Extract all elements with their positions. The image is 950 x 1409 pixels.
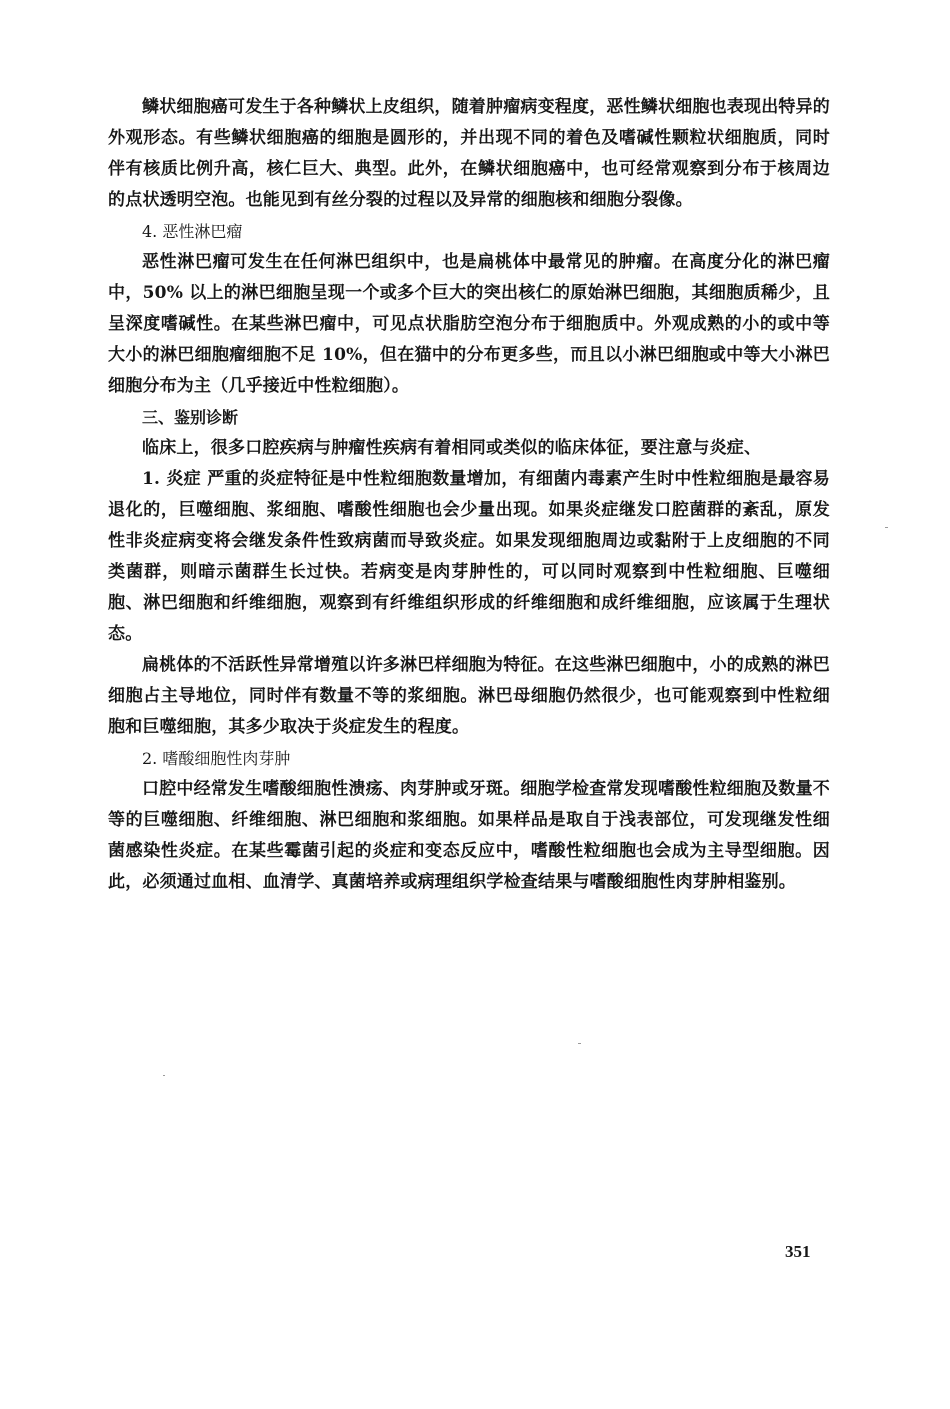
body-text [108, 92, 830, 898]
heading-malignant-lymphoma: 4. 恶性淋巴瘤 [142, 222, 243, 241]
paragraph-malignant-lymphoma: 恶性淋巴瘤可发生在任何淋巴组织中，也是扁桃体中最常见的肿瘤。在高度分化的淋巴瘤中，50% 以上的淋巴细胞呈现一个或多个巨大的突出核仁的原始淋巴细胞，其细胞质稀少，且呈深度嗜碱性。在某些淋巴瘤中，可见点状脂肪空泡分布于细胞质中。外观成熟的小的或中等大小的淋巴细胞瘤细胞不足 10%，但在猫中的分布更多些，而且以小淋巴细胞或中等大小淋巴细胞分布为主（几乎接近中性粒细胞）。 [108, 252, 830, 396]
paragraph-eosinophilic-granuloma: 口腔中经常发生嗜酸细胞性溃疡、肉芽肿或牙斑。细胞学检查常发现嗜酸性粒细胞及数量不等的巨噬细胞、纤维细胞、淋巴细胞和浆细胞。如果样品是取自于浅表部位，可发现继发性细菌感染性炎症。在某些霉菌引起的炎症和变态反应中，嗜酸性粒细胞也会成为主导型细胞。因此，必须通过血相、血清学、真菌培养或病理组织学检查结果与嗜酸细胞性肉芽肿相鉴别。 [108, 779, 830, 892]
scan-speck [885, 527, 888, 528]
scan-speck [578, 1043, 581, 1044]
heading-differential-diagnosis: 三、鉴别诊断 [142, 408, 239, 427]
paragraph-inflammation: 1. 炎症 严重的炎症特征是中性粒细胞数量增加，有细菌内毒素产生时中性粒细胞是最容易退化的，巨噬细胞、浆细胞、嗜酸性细胞也会少量出现。如果炎症继发口腔菌群的紊乱，原发性非炎症病变将会继发条件性致病菌而导致炎症。如果发现细胞周边或黏附于上皮细胞的不同类菌群，则暗示菌群生长过快。若病变是肉芽肿性的，可以同时观察到中性粒细胞、巨噬细胞、淋巴细胞和纤维细胞，观察到有纤维组织形成的纤维细胞和成纤维细胞，应该属于生理状态。 [108, 469, 830, 644]
scan-speck [163, 1075, 165, 1076]
heading-eosinophilic-granuloma: 2. 嗜酸细胞性肉芽肿 [142, 749, 291, 768]
page-number: 351 [785, 1242, 811, 1261]
paragraph-clinical-intro: 临床上，很多口腔疾病与肿瘤性疾病有着相同或类似的临床体征，要注意与炎症、 [142, 438, 762, 458]
paragraph-squamous-cell-carcinoma: 鳞状细胞癌可发生于各种鳞状上皮组织，随着肿瘤病变程度，恶性鳞状细胞也表现出特异的外观形态。有些鳞状细胞癌的细胞是圆形的，并出现不同的着色及嗜碱性颗粒状细胞质，同时伴有核质比例升高，核仁巨大、典型。此外，在鳞状细胞癌中，也可经常观察到分布于核周边的点状透明空泡。也能见到有丝分裂的过程以及异常的细胞核和细胞分裂像。 [108, 97, 830, 210]
paragraph-tonsil-hyperplasia: 扁桃体的不活跃性异常增殖以许多淋巴样细胞为特征。在这些淋巴细胞中，小的成熟的淋巴细胞占主导地位，同时伴有数量不等的浆细胞。淋巴母细胞仍然很少，也可能观察到中性粒细胞和巨噬细胞，其多少取决于炎症发生的程度。 [108, 655, 830, 737]
